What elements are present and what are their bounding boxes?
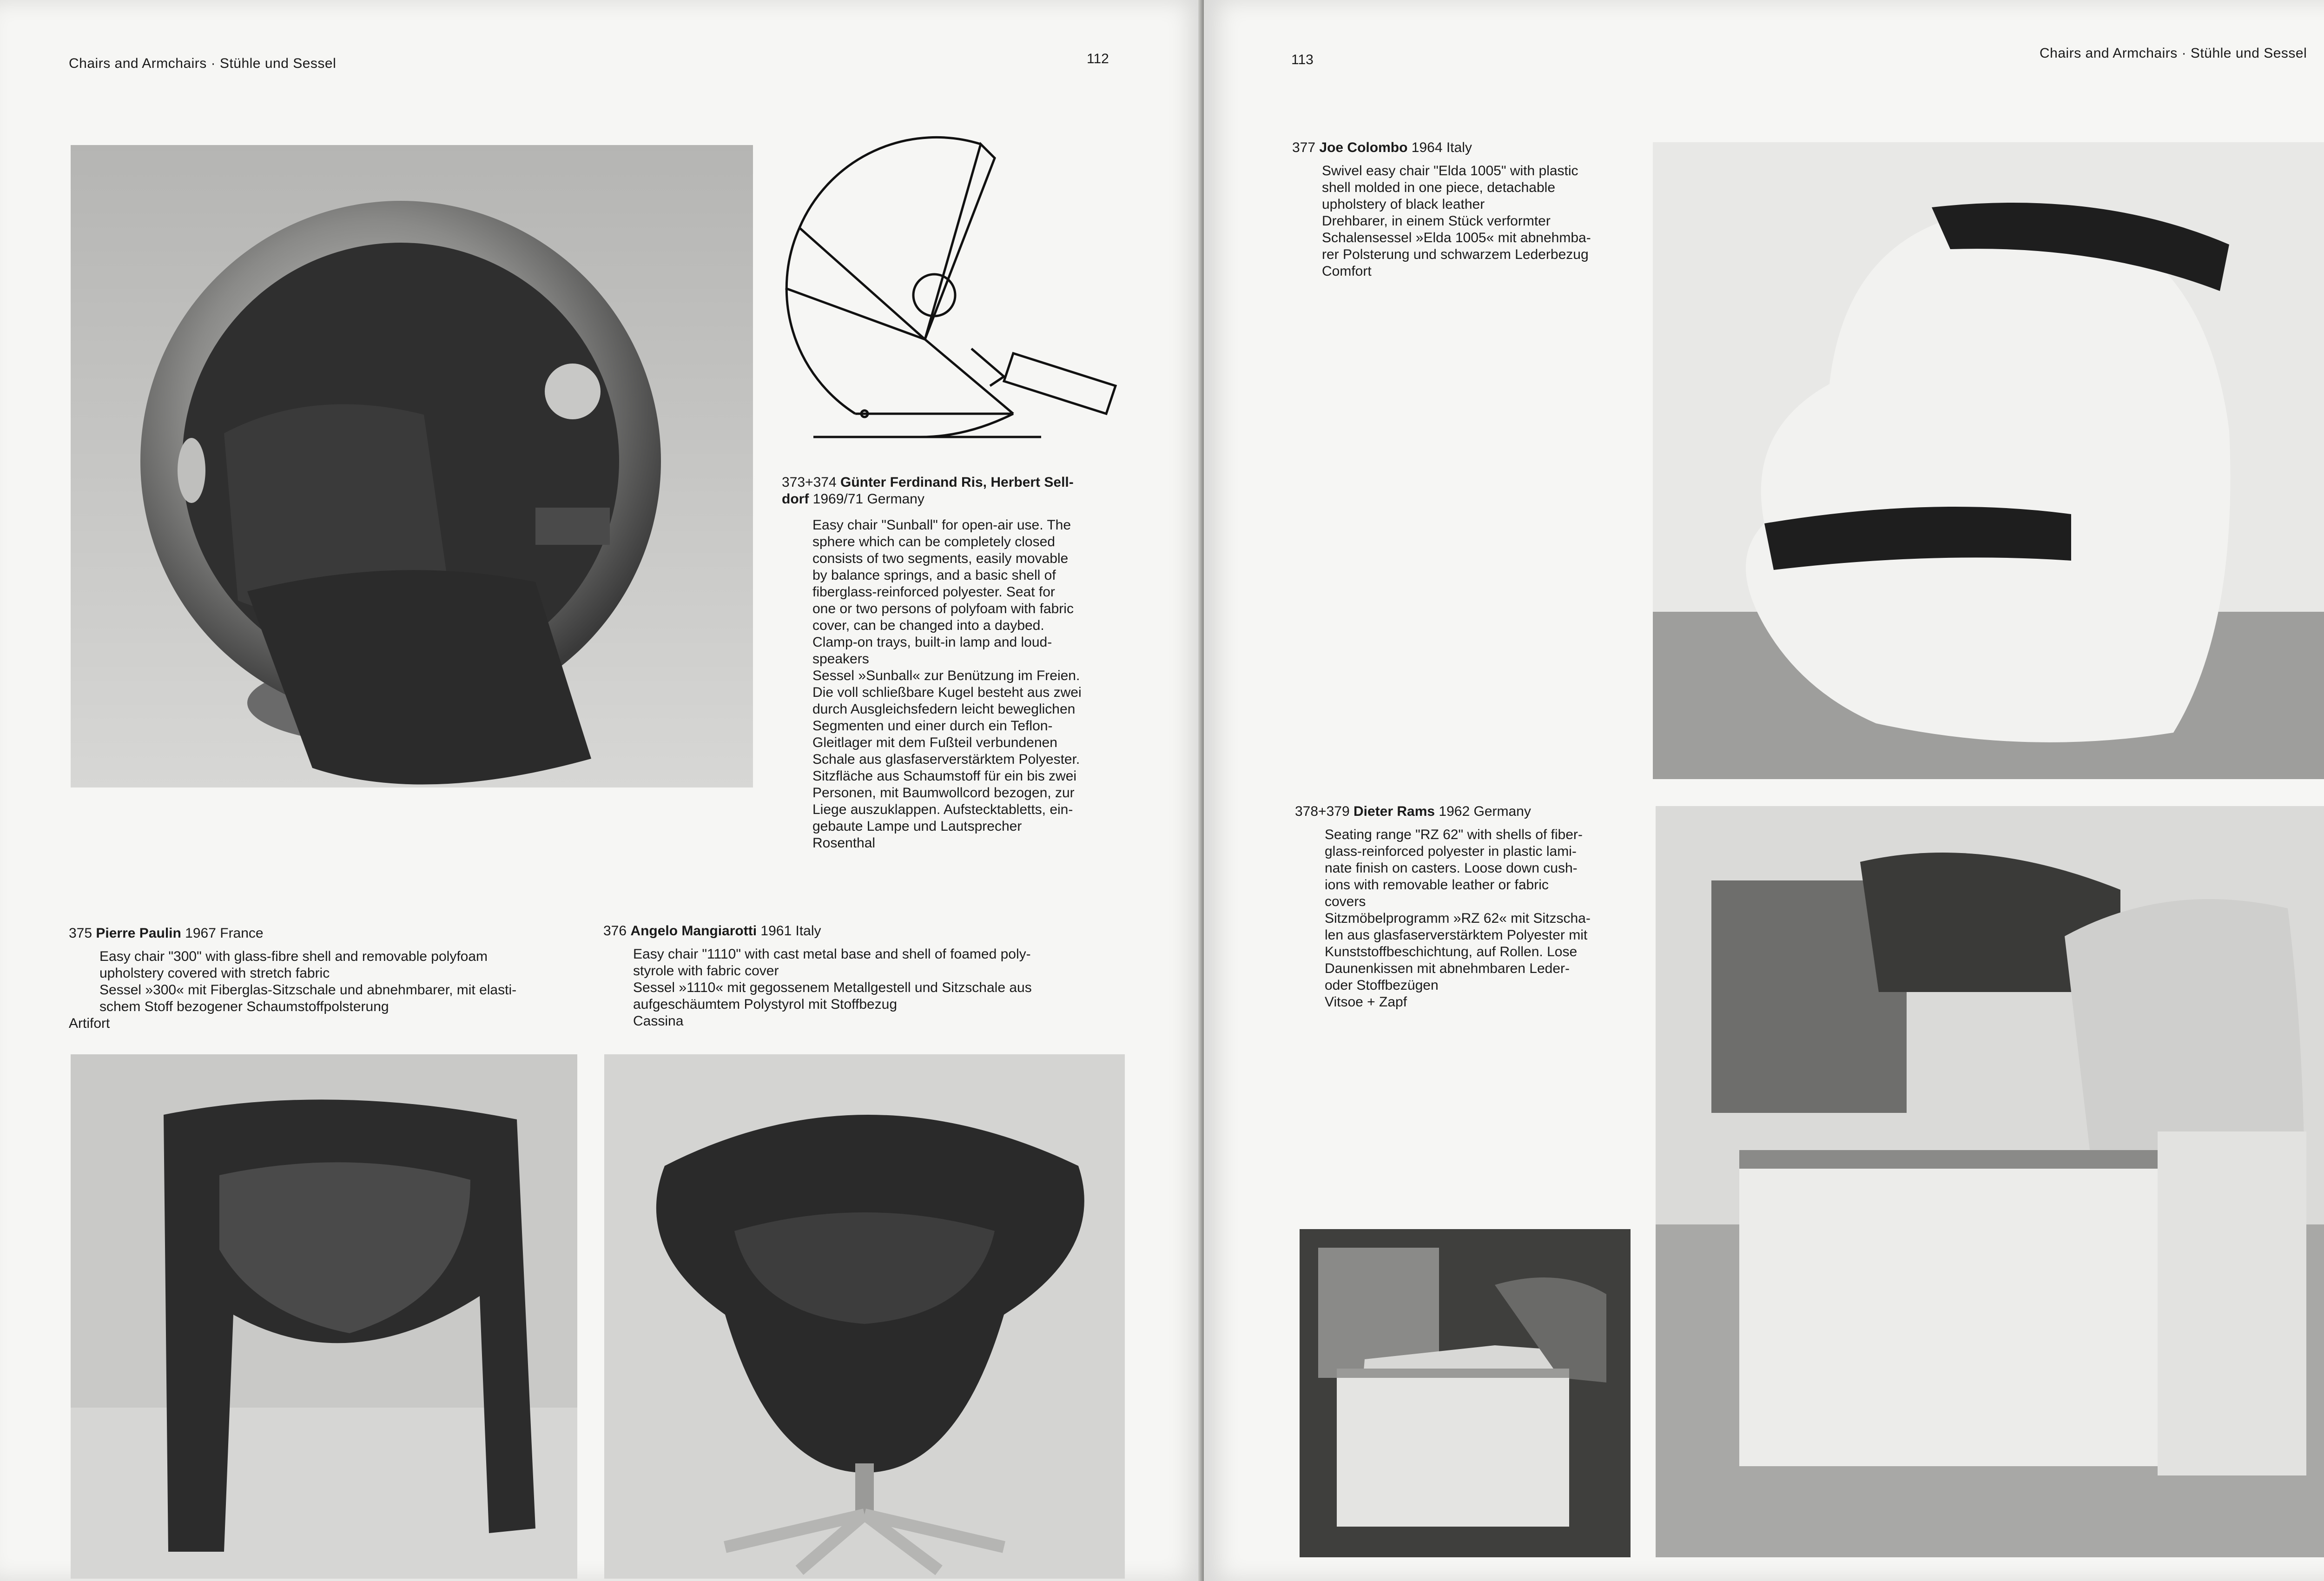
description-line: Sessel »300« mit Fiberglas-Sitzschale und abnehmbarer, mit elasti- (99, 982, 517, 998)
description-line: Schalensessel »Elda 1005« mit abnehmba- (1322, 230, 1591, 245)
caption-375 (69, 925, 516, 1032)
description-line: Die voll schließbare Kugel besteht aus zwei (812, 685, 1082, 700)
designer-name: Pierre Paulin (96, 926, 181, 941)
description-line: cover, can be changed into a daybed. (812, 618, 1044, 633)
right-page (1204, 0, 2324, 1581)
caption-377 (1292, 139, 1591, 280)
manufacturer: Artifort (69, 1016, 110, 1031)
entry-number: 376 (603, 923, 627, 939)
elda-chair-photo (1653, 142, 2324, 779)
description-line: one or two persons of polyfoam with fabric (812, 601, 1074, 616)
description-line: fiberglass-reinforced polyester. Seat for (812, 584, 1055, 600)
entry-meta: 1967 France (185, 926, 264, 941)
description-line: schem Stoff bezogener Schaumstoffpolsterung (99, 999, 389, 1014)
entry-number: 377 (1292, 140, 1316, 155)
description-line: gebaute Lampe und Lautsprecher (812, 819, 1022, 834)
entry-meta: 1962 Germany (1439, 804, 1531, 819)
description-line: speakers (812, 651, 869, 667)
entry-number: 373+374 (782, 475, 837, 490)
description-line: durch Ausgleichsfedern leicht beweglichen (812, 701, 1076, 717)
rz62-small-photo (1300, 1229, 1631, 1557)
description-line: Gleitlager mit dem Fußteil verbundenen (812, 735, 1057, 750)
entry-description (782, 517, 1082, 852)
description-line: Easy chair "Sunball" for open-air use. The (812, 517, 1071, 533)
description-line: covers (1325, 894, 1366, 909)
description-line: nate finish on casters. Loose down cush- (1325, 860, 1578, 876)
description-line: Personen, mit Baumwollcord bezogen, zur (812, 785, 1075, 800)
running-head: Chairs and Armchairs · Stühle und Sessel (2040, 46, 2307, 61)
description-line: Sitzmöbelprogramm »RZ 62« mit Sitzscha- (1325, 911, 1591, 926)
caption-378-379 (1295, 803, 1591, 1011)
page-number: 113 (1291, 52, 1314, 67)
description-line: Easy chair "300" with glass-fibre shell and removable polyfoam (99, 949, 488, 964)
description-line: upholstery covered with stretch fabric (99, 966, 330, 981)
designer-name: Günter Ferdinand Ris, Herbert Sell- (840, 475, 1074, 490)
description-line: Segmenten und einer durch ein Teflon- (812, 718, 1053, 734)
description-line: rer Polsterung und schwarzem Lederbezug (1322, 247, 1589, 262)
description-line: glass-reinforced polyester in plastic lami- (1325, 844, 1577, 859)
page-number: 112 (1087, 51, 1109, 66)
description-line: oder Stoffbezügen (1325, 978, 1439, 993)
paulin-chair-photo (71, 1054, 577, 1579)
description-line: styrole with fabric cover (633, 963, 779, 979)
description-line: Clamp-on trays, built-in lamp and loud- (812, 635, 1052, 650)
description-line: shell molded in one piece, detachable (1322, 180, 1556, 195)
entry-description (69, 948, 516, 1015)
manufacturer: Comfort (1322, 264, 1372, 279)
description-line: aufgeschäumtem Polystyrol mit Stoffbezug (633, 997, 898, 1012)
description-line: consists of two segments, easily movable (812, 551, 1069, 566)
designer-name-continued: dorf (782, 491, 809, 507)
description-line: Liege auszuklappen. Aufstecktabletts, ein- (812, 802, 1073, 817)
designer-name: Joe Colombo (1319, 140, 1408, 155)
designer-name: Angelo Mangiarotti (630, 923, 757, 939)
description-line: Seating range "RZ 62" with shells of fiber- (1325, 827, 1583, 842)
description-line: upholstery of black leather (1322, 197, 1485, 212)
description-line: Sitzfläche aus Schaumstoff für ein bis zwei (812, 768, 1077, 784)
manufacturer: Cassina (633, 1013, 684, 1029)
manufacturer: Vitsoe + Zapf (1325, 994, 1407, 1010)
mangiarotti-chair-photo (604, 1054, 1125, 1579)
entry-number: 378+379 (1295, 804, 1350, 819)
designer-name: Dieter Rams (1353, 804, 1435, 819)
description-line: Sessel »1110« mit gegossenem Metallgestell und Sitzschale aus (633, 980, 1032, 995)
caption-376 (603, 923, 1032, 1030)
rz62-large-photo (1656, 806, 2324, 1557)
description-line: Swivel easy chair "Elda 1005" with plastic (1322, 163, 1578, 179)
description-line: sphere which can be completely closed (812, 534, 1055, 549)
description-line: Daunenkissen mit abnehmbaren Leder- (1325, 961, 1570, 976)
description-line: Drehbarer, in einem Stück verformter (1322, 213, 1551, 229)
description-line: len aus glasfaserverstärktem Polyester mit (1325, 927, 1588, 943)
sunball-chair-photo (71, 145, 753, 787)
entry-description (603, 946, 1032, 1030)
running-head: Chairs and Armchairs · Stühle und Sessel (69, 56, 337, 71)
caption-373-374 (782, 474, 1082, 852)
entry-description (1295, 827, 1591, 1011)
entry-meta: 1969/71 Germany (812, 491, 924, 507)
entry-description (1292, 163, 1591, 280)
description-line: Kunststoffbeschichtung, auf Rollen. Lose (1325, 944, 1578, 959)
description-line: Easy chair "1110" with cast metal base and shell of foamed poly- (633, 946, 1031, 962)
description-line: by balance springs, and a basic shell of (812, 568, 1056, 583)
description-line: Schale aus glasfaserverstärktem Polyester. (812, 752, 1080, 767)
description-line: ions with removable leather or fabric (1325, 877, 1549, 893)
entry-number: 375 (69, 926, 92, 941)
sunball-diagram (772, 135, 1125, 460)
manufacturer: Rosenthal (812, 835, 876, 851)
entry-meta: 1964 Italy (1411, 140, 1472, 155)
description-line: Sessel »Sunball« zur Benützung im Freien. (812, 668, 1080, 683)
entry-meta: 1961 Italy (760, 923, 821, 939)
